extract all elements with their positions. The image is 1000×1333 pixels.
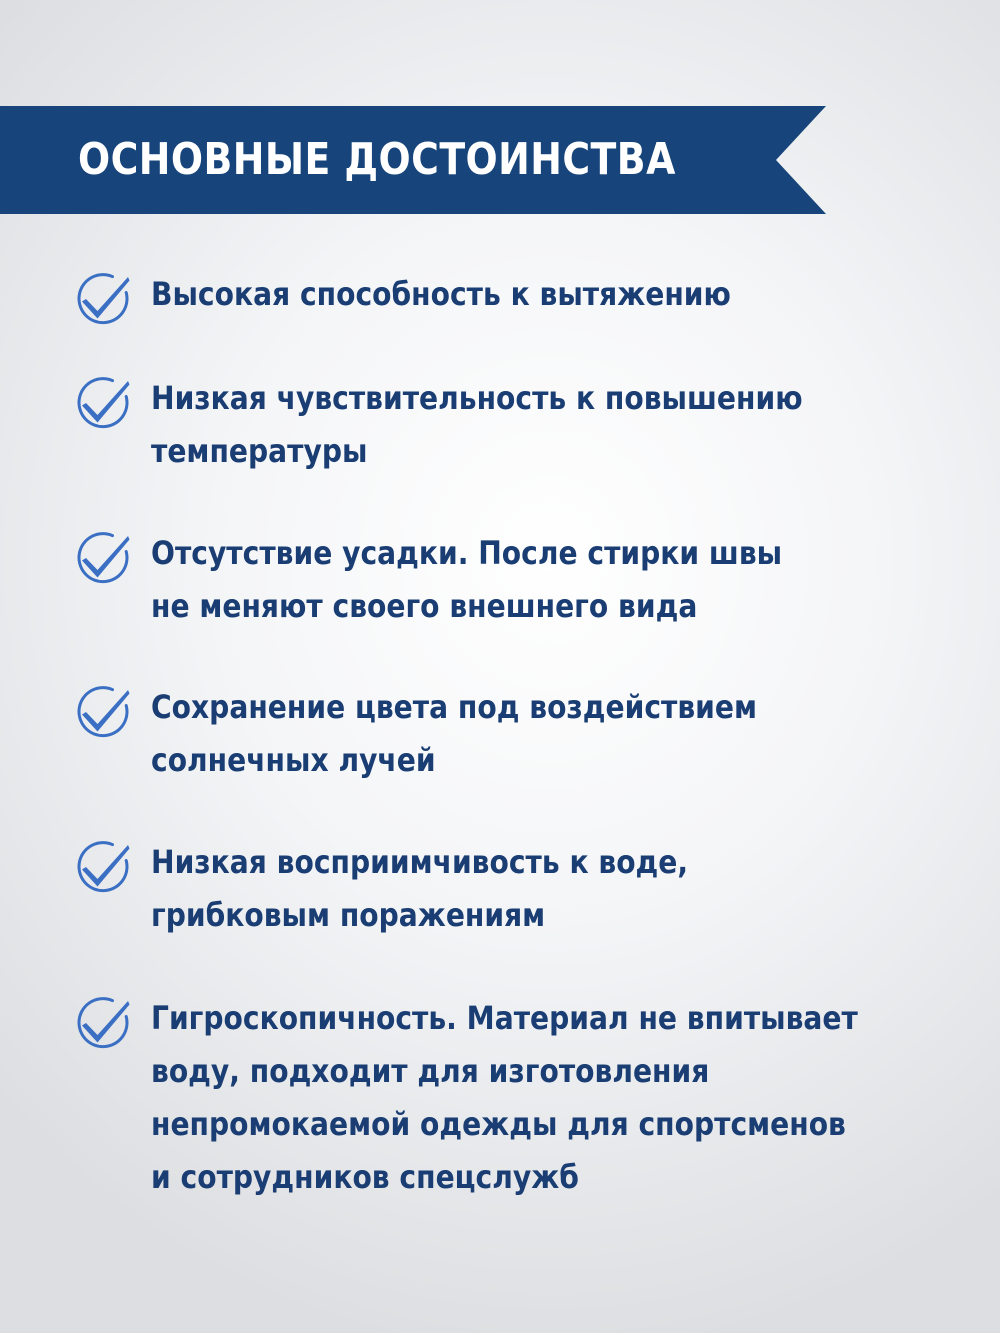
feature-line: грибковым поражениям bbox=[151, 896, 546, 934]
feature-line: Отсутствие усадки. После стирки швы bbox=[151, 534, 783, 572]
feature-line: воду, подходит для изготовления bbox=[151, 1052, 710, 1090]
feature-text bbox=[151, 836, 873, 942]
feature-line: и сотрудников спецслужб bbox=[151, 1158, 579, 1196]
feature-line: Низкая чувствительность к повышению bbox=[151, 379, 803, 417]
check-circle-icon bbox=[72, 681, 132, 741]
page-title: ОСНОВНЫЕ ДОСТОИНСТВА bbox=[78, 134, 676, 185]
feature-line: непромокаемой одежды для спортсменов bbox=[151, 1105, 846, 1143]
check-circle-icon bbox=[72, 527, 132, 587]
check-circle-icon bbox=[72, 992, 132, 1052]
feature-text bbox=[151, 268, 873, 321]
title-banner bbox=[0, 106, 826, 214]
feature-line: Низкая восприимчивость к воде, bbox=[151, 843, 689, 881]
check-circle-icon bbox=[72, 836, 132, 896]
feature-line: Сохранение цвета под воздействием bbox=[151, 688, 758, 726]
feature-line: температуры bbox=[151, 432, 368, 470]
feature-text bbox=[151, 372, 873, 478]
feature-line: Гигроскопичность. Материал не впитывает bbox=[151, 999, 858, 1037]
feature-line: солнечных лучей bbox=[151, 741, 436, 779]
feature-line: не меняют своего внешнего вида bbox=[151, 587, 698, 625]
check-circle-icon bbox=[72, 268, 132, 328]
feature-text bbox=[151, 992, 873, 1204]
feature-text bbox=[151, 681, 873, 787]
feature-line: Высокая способность к вытяжению bbox=[151, 275, 731, 313]
feature-text bbox=[151, 527, 873, 633]
check-circle-icon bbox=[72, 372, 132, 432]
